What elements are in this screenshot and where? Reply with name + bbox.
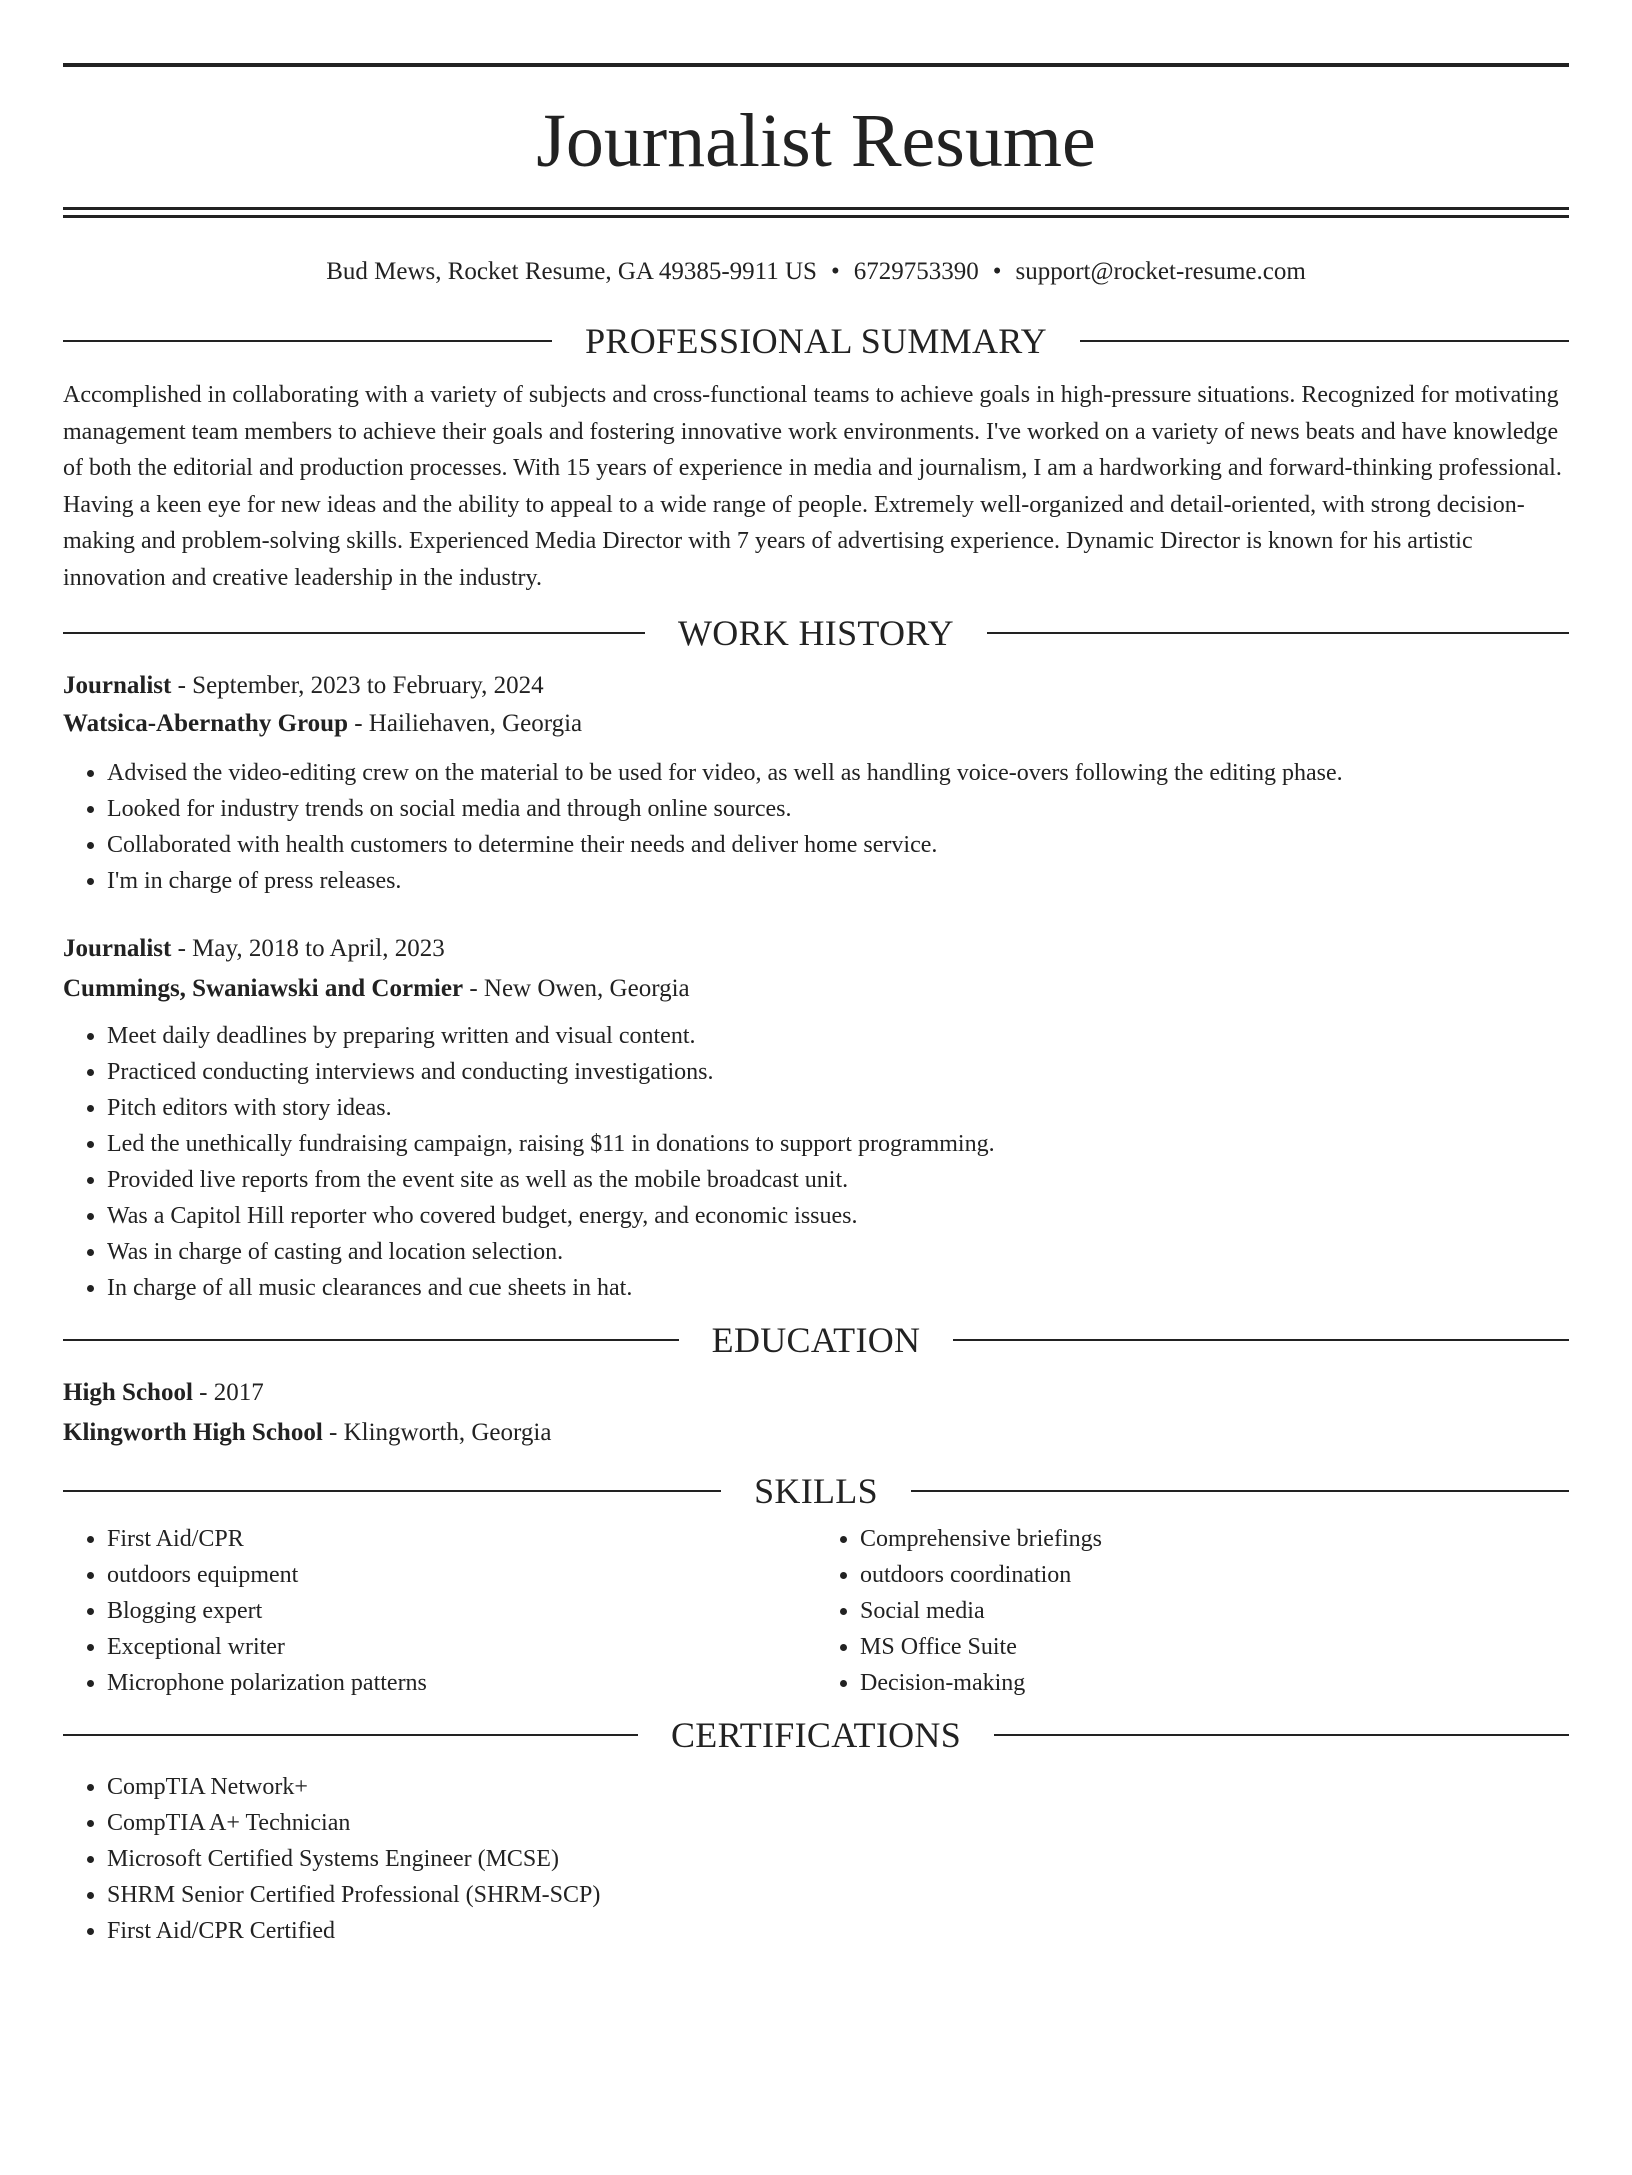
certifications-section-heading — [63, 1713, 1569, 1757]
certification-item: • Microsoft Certified Systems Engineer (MCSE) — [107, 1841, 1569, 1877]
job-entry — [63, 667, 1569, 899]
job-role: Journalist — [63, 935, 172, 962]
skill-item: • Decision-making — [860, 1665, 1569, 1701]
heading-rule — [987, 632, 1569, 634]
job-bullet-list — [63, 1018, 1569, 1306]
job-bullet: • Was a Capitol Hill reporter who covered budget, energy, and economic issues. — [107, 1198, 1569, 1234]
job-bullet: • Meet daily deadlines by preparing written and visual content. — [107, 1018, 1569, 1054]
certification-item: • CompTIA Network+ — [107, 1769, 1569, 1805]
heading-rule — [994, 1734, 1569, 1736]
education-section-heading — [63, 1318, 1569, 1362]
contact-separator: • — [830, 258, 840, 285]
job-bullet: • Looked for industry trends on social media and through online sources. — [107, 791, 1569, 827]
heading-rule — [911, 1490, 1569, 1492]
work-heading: WORK HISTORY — [678, 613, 954, 653]
job-bullet: • Provided live reports from the event site as well as the mobile broadcast unit. — [107, 1162, 1569, 1198]
heading-rule — [1080, 340, 1569, 342]
job-entry — [63, 930, 1569, 1306]
summary-text: Accomplished in collaborating with a variety of subjects and cross-functional teams to achieve goals in high-pressure situations. Recognized for motivating management team members to achieve their goals and fostering innovative work environments. I've worked on a variety of news beats and have knowledge of both the editorial and production processes. With 15 years of experience in media and journalism, I am a hardworking and forward-thinking professional. Having a keen eye for new ideas and the ability to appeal to a wide range of people. Extremely well-organized and detail-oriented, with strong decision-making and problem-solving skills. Experienced Media Director with 7 years of advertising experience. Dynamic Director is known for his artistic innovation and creative leadership in the industry. — [63, 382, 1562, 591]
summary-section-heading — [63, 319, 1569, 363]
job-role: Journalist — [63, 672, 172, 699]
education-school-line — [63, 1414, 1569, 1452]
contact-line — [63, 254, 1569, 290]
job-title-line — [63, 930, 1569, 968]
job-bullet: • Pitch editors with story ideas. — [107, 1090, 1569, 1126]
top-rule — [63, 63, 1569, 67]
job-dates: - May, 2018 to April, 2023 — [171, 935, 445, 962]
job-dates: - September, 2023 to February, 2024 — [171, 672, 544, 699]
education-location: - Klingworth, Georgia — [322, 1419, 552, 1446]
skill-item: • Social media — [860, 1593, 1569, 1629]
job-location: - New Owen, Georgia — [463, 975, 690, 1002]
title-double-rule — [63, 207, 1569, 218]
certification-item: • SHRM Senior Certified Professional (SHRM-SCP) — [107, 1877, 1569, 1913]
heading-rule — [63, 1734, 638, 1736]
skills-grid — [63, 1521, 1569, 1701]
education-entry — [63, 1374, 1569, 1452]
skill-item: • First Aid/CPR — [107, 1521, 816, 1557]
skill-item: • outdoors coordination — [860, 1557, 1569, 1593]
contact-separator: • — [992, 258, 1002, 285]
skills-list-right — [816, 1521, 1569, 1701]
skill-item: • Exceptional writer — [107, 1629, 816, 1665]
certification-item: • First Aid/CPR Certified — [107, 1913, 1569, 1949]
education-school: Klingworth High School — [63, 1419, 323, 1446]
heading-rule — [63, 1339, 679, 1341]
education-degree-line — [63, 1374, 1569, 1412]
certification-item: • CompTIA A+ Technician — [107, 1805, 1569, 1841]
heading-rule — [63, 340, 552, 342]
job-title-line — [63, 667, 1569, 705]
skill-item: • Blogging expert — [107, 1593, 816, 1629]
skill-item: • Comprehensive briefings — [860, 1521, 1569, 1557]
education-heading: EDUCATION — [711, 1320, 921, 1360]
education-degree: High School — [63, 1379, 193, 1406]
job-bullet: • Was in charge of casting and location selection. — [107, 1234, 1569, 1270]
work-section-heading — [63, 611, 1569, 655]
job-company-line — [63, 705, 1569, 743]
heading-rule — [63, 1490, 721, 1492]
job-bullet-list — [63, 755, 1569, 899]
resume-title: Journalist Resume — [536, 99, 1096, 183]
resume-page — [0, 63, 1632, 2175]
certifications-heading: CERTIFICATIONS — [670, 1715, 962, 1755]
certifications-list — [63, 1769, 1569, 1949]
heading-rule — [953, 1339, 1569, 1341]
skill-item: • outdoors equipment — [107, 1557, 816, 1593]
job-bullet: • Advised the video-editing crew on the material to be used for video, as well as handling voice-overs following the editing phase. — [107, 755, 1569, 791]
skills-heading: SKILLS — [754, 1471, 878, 1511]
job-bullet: • Led the unethically fundraising campaign, raising $11 in donations to support programming. — [107, 1126, 1569, 1162]
job-company-line — [63, 970, 1569, 1008]
skills-list-left — [63, 1521, 816, 1701]
heading-rule — [63, 632, 645, 634]
job-bullet: • Practiced conducting interviews and conducting investigations. — [107, 1054, 1569, 1090]
job-bullet: • Collaborated with health customers to determine their needs and deliver home service. — [107, 827, 1569, 863]
skill-item: • MS Office Suite — [860, 1629, 1569, 1665]
skills-section-heading — [63, 1469, 1569, 1513]
summary-heading: PROFESSIONAL SUMMARY — [585, 321, 1047, 361]
contact-email: support@rocket-resume.com — [1015, 258, 1306, 285]
job-bullet: • In charge of all music clearances and cue sheets in hat. — [107, 1270, 1569, 1306]
skill-item: • Microphone polarization patterns — [107, 1665, 816, 1701]
job-location: - Hailiehaven, Georgia — [347, 710, 583, 737]
contact-address: Bud Mews, Rocket Resume, GA 49385-9911 US — [326, 258, 817, 285]
education-year: - 2017 — [192, 1379, 264, 1406]
contact-phone: 6729753390 — [853, 258, 979, 285]
job-company: Cummings, Swaniawski and Cormier — [63, 975, 464, 1002]
job-company: Watsica-Abernathy Group — [63, 710, 348, 737]
job-bullet: • I'm in charge of press releases. — [107, 863, 1569, 899]
